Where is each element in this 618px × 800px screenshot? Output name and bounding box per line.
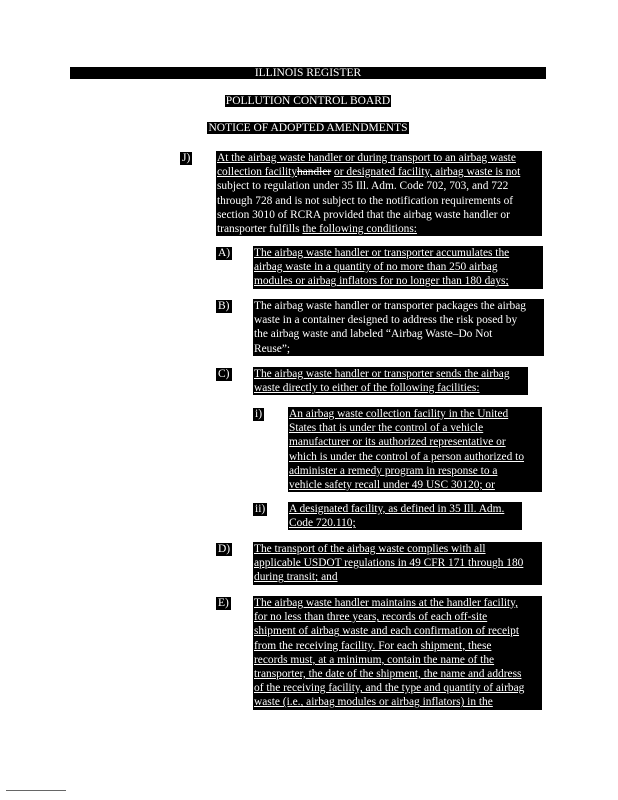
text-line: The airbag waste handler or transporter packages the airbag <box>254 300 526 312</box>
text-line: Code 720.110; <box>289 517 356 530</box>
text-line: manufacturer or its authorized representative or <box>289 436 506 449</box>
item-b-label: B) <box>218 300 230 312</box>
plain-text: transporter fulfills <box>217 223 303 236</box>
text-line: from the receiving facility. For each shipment, these <box>254 639 492 652</box>
text-line: Reuse”; <box>254 342 291 355</box>
item-c-label: C) <box>218 368 230 380</box>
item-a-label: A) <box>218 247 231 259</box>
notice-header <box>70 122 546 135</box>
text-line: administer a remedy program in response to a <box>289 464 498 477</box>
struck-text: handler <box>297 166 332 179</box>
text-line: The airbag waste handler or transporter sends the airbag <box>254 368 510 380</box>
text-line: airbag waste in a quantity of no more than 250 airbag <box>254 261 498 274</box>
board-header <box>70 95 546 108</box>
text-line: modules or airbag inflators for no longer than 180 days; <box>254 275 509 288</box>
item-ci-label: i) <box>255 408 263 420</box>
text-line: shipment of airbag waste and each confirmation of receipt <box>254 625 520 638</box>
item-e-text <box>253 596 542 710</box>
text-line: during transit; and <box>254 571 338 584</box>
text-line: The airbag waste handler or transporter accumulates the <box>254 247 510 259</box>
text-line: records must, at a minimum, contain the name of the <box>254 653 495 666</box>
section-j-label: J) <box>182 152 191 164</box>
notice-title: NOTICE OF ADOPTED AMENDMENTS <box>208 122 408 134</box>
text-line: waste in a container designed to address the risk posed by <box>254 314 518 327</box>
text-line: waste (i.e., airbag modules or airbag inflators) in the <box>254 696 493 709</box>
text-line: States that is under the control of a vehicle <box>289 422 484 435</box>
text-line: of the receiving facility, and the type and quantity of airbag <box>254 682 525 695</box>
item-a-text <box>253 246 543 289</box>
underlined-text: or designated facility, airbag waste is not <box>334 166 521 179</box>
item-d-label: D) <box>218 543 231 555</box>
text-line <box>217 222 541 236</box>
register-title: ILLINOIS REGISTER <box>254 67 362 79</box>
item-ci-text <box>288 407 542 492</box>
item-cii-label: ii) <box>255 503 266 515</box>
item-c-text <box>253 367 528 395</box>
section-j-text <box>216 151 542 236</box>
text-line: waste directly to either of the following facilities: <box>254 382 480 395</box>
footer-rule <box>6 790 66 791</box>
item-cii-text <box>288 502 522 530</box>
text-line: section 3010 of RCRA provided that the airbag waste handler or <box>217 208 510 221</box>
text-line: The transport of the airbag waste complies with all <box>254 543 486 555</box>
item-e-label: E) <box>218 597 229 609</box>
underlined-text: collection facility <box>217 166 298 179</box>
underlined-text: the following conditions: <box>302 223 417 236</box>
text-line: which is under the control of a person authorized to <box>289 450 525 463</box>
text-line: the airbag waste and labeled “Airbag Waste–Do Not <box>254 328 493 341</box>
text-line: transporter, the date of the shipment, the name and address <box>254 668 522 681</box>
text-line <box>217 165 541 179</box>
text-line: through 728 and is not subject to the notification requirements of <box>217 194 514 207</box>
text-line: applicable USDOT regulations in 49 CFR 171 through 180 <box>254 557 524 570</box>
text-line: An airbag waste collection facility in the United <box>289 408 509 420</box>
register-header <box>70 67 546 79</box>
text-line: vehicle safety recall under 49 USC 30120; or <box>289 479 495 492</box>
item-b-text <box>253 299 544 356</box>
text-line: The airbag waste handler maintains at the handler facility, <box>254 597 518 609</box>
text-line: At the airbag waste handler or during transport to an airbag waste <box>217 152 516 164</box>
text-line: A designated facility, as defined in 35 Ill. Adm. <box>289 503 505 515</box>
item-d-text <box>253 542 542 585</box>
board-title: POLLUTION CONTROL BOARD <box>225 95 391 107</box>
text-line: for no less than three years, records of each off-site <box>254 611 488 624</box>
text-line: subject to regulation under 35 Ill. Adm. Code 702, 703, and 722 <box>217 180 509 193</box>
